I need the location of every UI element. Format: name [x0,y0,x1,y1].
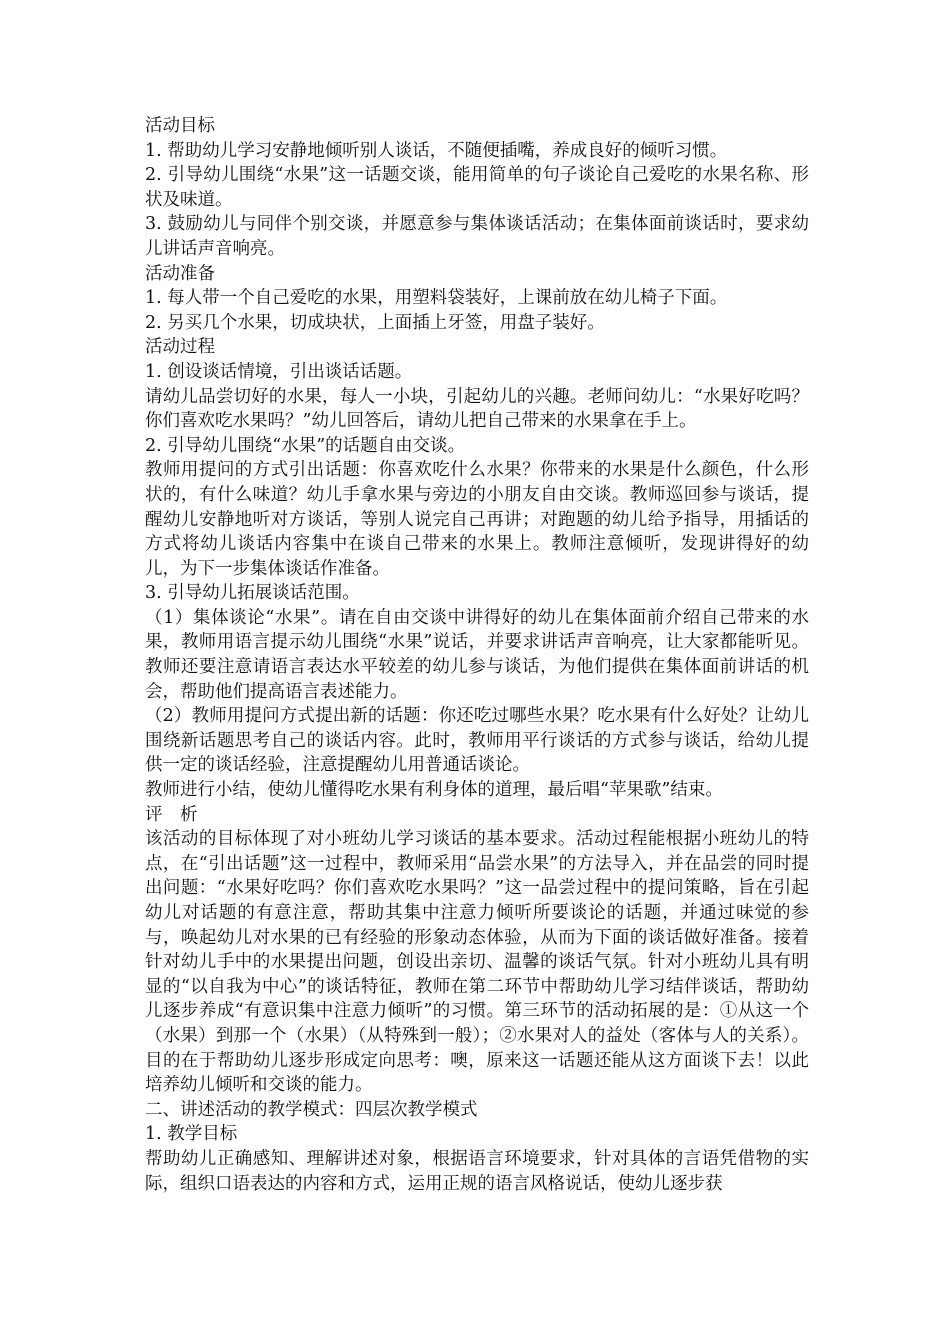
goal-item-1: 1. 帮助幼儿学习安静地倾听别人谈话，不随便插嘴，养成良好的倾听习惯。 [145,140,728,161]
preparation-item-2: 2. 另买几个水果，切成块状，上面插上牙签，用盘子装好。 [145,312,605,333]
process-step-3-sub-1: （1）集体谈论“水果”。请在自由交谈中讲得好的幼儿在集体面前介绍自己带来的水果，教师用语言提示幼儿围绕“水果”说话，并要求讲话声音响亮，让大家都能听见。教师还要注意请语言表达水平较差的幼儿参与谈话，为他们提供在集体面前讲话的机会，帮助他们提高语言表述能力。 [145,607,809,702]
process-step-2-title: 2. 引导幼儿围绕“水果”的话题自由交谈。 [145,435,466,456]
goal-item-3: 3. 鼓励幼儿与同伴个别交谈，并愿意参与集体谈话活动；在集体面前谈话时，要求幼儿讲话声音响亮。 [145,214,809,259]
process-step-3-sub-2: （2）教师用提问方式提出新的话题：你还吃过哪些水果？吃水果有什么好处？让幼儿围绕新话题思考自己的谈话内容。此时，教师用平行谈话的方式参与谈话，给幼儿提供一定的谈话经验，注意提醒幼儿用普通话谈论。 [145,706,809,776]
section-heading-analysis: 评 析 [145,804,198,825]
process-step-3-title: 3. 引导幼儿拓展谈话范围。 [145,583,360,604]
section-heading-process: 活动过程 [145,337,215,358]
goal-item-2: 2. 引导幼儿围绕“水果”这一话题交谈，能用简单的句子谈论自己爱吃的水果名称、形状及味道。 [145,165,809,210]
teaching-goals-body: 帮助幼儿正确感知、理解讲述对象，根据语言环境要求，针对具体的言语凭借物的实际，组织口语表达的内容和方式，运用正规的语言风格说话，使幼儿逐步获 [145,1148,809,1194]
process-summary: 教师进行小结，使幼儿懂得吃水果有利身体的道理，最后唱“苹果歌”结束。 [145,780,723,801]
preparation-item-1: 1. 每人带一个自己爱吃的水果，用塑料袋装好，上课前放在幼儿椅子下面。 [145,288,728,309]
process-step-2-body: 教师用提问的方式引出话题：你喜欢吃什么水果？你带来的水果是什么颜色，什么形状的，有什么味道？幼儿手拿水果与旁边的小朋友自由交谈。教师巡回参与谈话，提醒幼儿安静地听对方谈话，等别人说完自己再讲；对跑题的幼儿给予指导，用插话的方式将幼儿谈话内容集中在谈自己带来的水果上。教师注意倾听，发现讲得好的幼儿，为下一步集体谈话作准备。 [145,460,809,579]
section-heading-preparation: 活动准备 [145,263,215,284]
process-step-1-title: 1. 创设谈话情境，引出谈话话题。 [145,361,413,382]
document-body [145,114,809,1196]
analysis-body: 该活动的目标体现了对小班幼儿学习谈话的基本要求。活动过程能根据小班幼儿的特点，在“引出话题”这一过程中，教师采用“品尝水果”的方法导入，并在品尝的同时提出问题：“水果好吃吗？你们喜欢吃水果吗？”这一品尝过程中的提问策略，旨在引起幼儿对话题的有意注意，帮助其集中注意力倾听所要谈论的话题，并通过味觉的参与，唤起幼儿对水果的已有经验的形象动态体验，从而为下面的谈话做好准备。接着针对幼儿手中的水果提出问题，创设出亲切、温馨的谈话气氛。针对小班幼儿具有明显的“以自我为中心”的谈话特征，教师在第二环节中帮助幼儿学习结伴谈话，帮助幼儿逐步养成“有意识集中注意力倾听”的习惯。第三环节的活动拓展的是：①从这一个（水果）到那一个（水果）（从特殊到一般）；②水果对人的益处（客体与人的关系）。目的在于帮助幼儿逐步形成定向思考：噢，原来这一话题还能从这方面谈下去！以此培养幼儿倾听和交谈的能力。 [145,829,809,1096]
process-step-1-body: 请幼儿品尝切好的水果，每人一小块，引起幼儿的兴趣。老师问幼儿：“水果好吃吗？你们喜欢吃水果吗？”幼儿回答后，请幼儿把自己带来的水果拿在手上。 [145,386,809,432]
section-heading-goals: 活动目标 [145,116,215,136]
subsection-heading-teaching-goals: 1. 教学目标 [145,1124,238,1145]
section-heading-narration-model: 二、讲述活动的教学模式：四层次教学模式 [145,1099,478,1120]
